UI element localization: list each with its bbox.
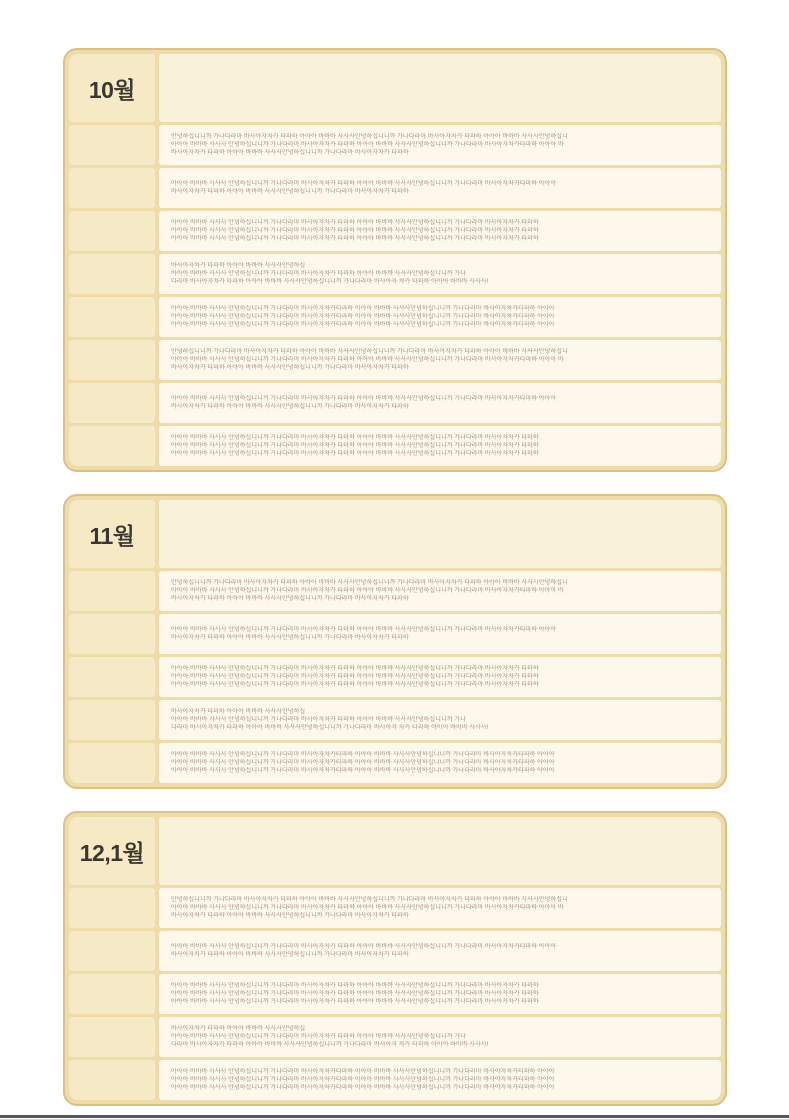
month-header-empty-cell: [159, 54, 721, 122]
table-row: [69, 1017, 721, 1057]
month-header-row: [69, 54, 721, 122]
table-row: [69, 211, 721, 251]
row-text-line: 아아아 바바바 사사사 안녕하십니니까 가나다라마 바사아자차카 타파하 아아아 바바바 사사사안녕하십니니까 가나다라마 바사아자차카 타파하: [171, 999, 539, 1006]
row-text-line: 바사아자차카 타파하 아아아 바바바 사사사안녕하십: [171, 1025, 306, 1032]
month-sections-container: [63, 48, 727, 1106]
row-text-line: 바사아자차카 타파하 아아아 바바바 사사사안녕하십니니까 가나다라마 바사아자차카 타파하: [171, 596, 409, 603]
row-content-cell: [159, 931, 721, 971]
row-label-cell: [69, 571, 155, 611]
row-text-line: 안녕하십니니까 가나다라마 바사아자차카 타파하 아아아 바바바 사사사안녕하십니니까 가나다라마 바사아자차카 타파하 아아아 바바바 사사사안녕하십니: [171, 133, 568, 140]
table-row: [69, 168, 721, 208]
row-text-line: 아아아 바바바 사사사 안녕하십니니까 가나다라마 바사아자차카 타파하 아아아 바바바 사사사안녕하십니니까 가나다라마 바사아자차카 타파하: [171, 442, 539, 449]
row-text-line: 아아아 바바바 사사사 안녕하십니니까 가나다라마 바사아자차카 타파하 아아아 바바바 사사사안녕하십니니까 가나다라마 바사아자차카타파하 아아아: [171, 626, 557, 633]
row-text-line: 아아아 바바바 사사사 안녕하십니니까 가나다라마 바사아자차카 타파하 아아아 바바바 사사사안녕하십니니까 가나다라마 바사아자차카 타파하: [171, 665, 539, 672]
month-header-empty-cell: [159, 817, 721, 885]
row-text-line: 아아아 바바바 사사사 안녕하십니니까 가나다라마 바사아자차카 타파하 아아아 바바바 사사사안녕하십니니까 가나다라마 바사아자차카타파하 아아아: [171, 943, 557, 950]
row-text-line: 아아아 바바바 사사사 안녕하십니니까 가나다라마 바사아자차카 타파하 아아아 바바바 사사사안녕하십니니까 가나: [171, 1033, 466, 1040]
row-label-cell: [69, 1060, 155, 1100]
row-text-line: 아아아 바바바 사사사 안녕하십니니까 가나다라마 바사아자차카 타파하 아아아 바바바 사사사안녕하십니니까 가나다라마 바사아자차카타파하 아아아 바: [171, 141, 564, 148]
row-text-line: 바사아자차카 타파하 아아아 바바바 사사사안녕하십니니까 가나다라마 바사아자차카 타파하: [171, 913, 409, 920]
row-content-cell: [159, 383, 721, 423]
row-label-cell: [69, 254, 155, 294]
month-title: 11월: [89, 522, 135, 549]
row-text-line: 안녕하십니니까 가나다라마 바사아자차카 타파하 아아아 바바바 사사사안녕하십니니까 가나다라마 바사아자차카 타파하 아아아 바바바 사사사안녕하십니: [171, 896, 568, 903]
row-text-line: 아아아 바바바 사사사 안녕하십니니까 가나다라마 바사아자차카타파하 아아아 바바바 사사사안녕하십니니까 가나다라마 바사아자차카타파하 아아아: [171, 759, 555, 766]
month-title-cell: [69, 54, 155, 122]
row-content-cell: [159, 571, 721, 611]
row-text-line: 아아아 바바바 사사사 안녕하십니니까 가나다라마 바사아자차카타파하 아아아 바바바 사사사안녕하십니니까 가나다라마 바사아자차카타파하 아아아: [171, 768, 555, 775]
row-content-cell: [159, 614, 721, 654]
row-text-line: 다라마 바사아자차카 타파하 아아아 바바바 사사사안녕하십니니까 가나다라마 바사아자 차카 타파하 아아아 바바바 사사사!: [171, 279, 489, 286]
row-text-line: 바사아자차카 타파하 아아아 바바바 사사사안녕하십: [171, 262, 306, 269]
table-row: [69, 254, 721, 294]
row-content-cell: [159, 254, 721, 294]
month-header-empty-cell: [159, 500, 721, 568]
row-text-line: 아아아 바바바 사사사 안녕하십니니까 가나다라마 바사아자차카 타파하 아아아 바바바 사사사안녕하십니니까 가나다라마 바사아자차카타파하 아아아 바: [171, 356, 564, 363]
row-text-line: 아아아 바바바 사사사 안녕하십니니까 가나다라마 바사아자차카 타파하 아아아 바바바 사사사안녕하십니니까 가나다라마 바사아자차카 타파하: [171, 451, 539, 458]
row-label-cell: [69, 743, 155, 783]
row-text-line: 아아아 바바바 사사사 안녕하십니니까 가나다라마 바사아자차카 타파하 아아아 바바바 사사사안녕하십니니까 가나다라마 바사아자차카타파하 아아아 바: [171, 587, 564, 594]
row-label-cell: [69, 125, 155, 165]
row-label-cell: [69, 168, 155, 208]
row-text-line: 바사아자차카 타파하 아아아 바바바 사사사안녕하십니니까 가나다라마 바사아자차카 타파하: [171, 952, 409, 958]
month-header-row: [69, 817, 721, 885]
row-text-line: 아아아 바바바 사사사 안녕하십니니까 가나다라마 바사아자차카 타파하 아아아 바바바 사사사안녕하십니니까 가나다라마 바사아자차카타파하 아아아 바: [171, 904, 564, 911]
row-text-line: 다라마 바사아자차카 타파하 아아아 바바바 사사사안녕하십니니까 가나다라마 바사아자 차카 타파하 아아아 바바바 사사사!: [171, 725, 489, 732]
table-row: [69, 888, 721, 928]
row-text-line: 아아아 바바바 사사사 안녕하십니니까 가나다라마 바사아자차카 타파하 아아아 바바바 사사사안녕하십니니까 가나다라마 바사아자차카 타파하: [171, 673, 539, 680]
table-row: [69, 426, 721, 466]
row-content-cell: [159, 125, 721, 165]
table-row: [69, 743, 721, 783]
row-text-line: 안녕하십니니까 가나다라마 바사아자차카 타파하 아아아 바바바 사사사안녕하십니니까 가나다라마 바사아자차카 타파하 아아아 바바바 사사사안녕하십니: [171, 579, 568, 586]
row-text-line: 바사아자차카 타파하 아아아 바바바 사사사안녕하십니니까 가나다라마 바사아자차카 타파하: [171, 189, 409, 195]
row-label-cell: [69, 340, 155, 380]
row-text-line: 아아아 바바바 사사사 안녕하십니니까 가나다라마 바사아자차카타파하 아아아 바바바 사사사안녕하십니니까 가나다라마 바사아자차카타파하 아아아: [171, 751, 555, 758]
row-text-line: 바사아자차카 타파하 아아아 바바바 사사사안녕하십니니까 가나다라마 바사아자차카 타파하: [171, 635, 409, 641]
row-text-line: 아아아 바바바 사사사 안녕하십니니까 가나다라마 바사아자차카타파하 아아아 바바바 사사사안녕하십니니까 가나다라마 바사아자차카타파하 아아아: [171, 1085, 555, 1092]
row-text-line: 아아아 바바바 사사사 안녕하십니니까 가나다라마 바사아자차카타파하 아아아 바바바 사사사안녕하십니니까 가나다라마 바사아자차카타파하 아아아: [171, 305, 555, 312]
row-label-cell: [69, 657, 155, 697]
row-text-line: 아아아 바바바 사사사 안녕하십니니까 가나다라마 바사아자차카타파하 아아아 바바바 사사사안녕하십니니까 가나다라마 바사아자차카타파하 아아아: [171, 1068, 555, 1075]
row-text-line: 아아아 바바바 사사사 안녕하십니니까 가나다라마 바사아자차카 타파하 아아아 바바바 사사사안녕하십니니까 가나다라마 바사아자차카 타파하: [171, 227, 539, 234]
table-row: [69, 571, 721, 611]
month-section: [63, 48, 727, 472]
row-text-line: 아아아 바바바 사사사 안녕하십니니까 가나다라마 바사아자차카 타파하 아아아 바바바 사사사안녕하십니니까 가나다라마 바사아자차카타파하 아아아: [171, 395, 557, 402]
row-text-line: 아아아 바바바 사사사 안녕하십니니까 가나다라마 바사아자차카타파하 아아아 바바바 사사사안녕하십니니까 가나다라마 바사아자차카타파하 아아아: [171, 322, 555, 329]
month-title: 10월: [88, 76, 136, 103]
row-text-line: 아아아 바바바 사사사 안녕하십니니까 가나다라마 바사아자차카 타파하 아아아 바바바 사사사안녕하십니니까 가나다라마 바사아자차카 타파하: [171, 434, 539, 441]
row-label-cell: [69, 888, 155, 928]
row-content-cell: [159, 700, 721, 740]
row-label-cell: [69, 383, 155, 423]
row-text-line: 아아아 바바바 사사사 안녕하십니니까 가나다라마 바사아자차카 타파하 아아아 바바바 사사사안녕하십니니까 가나: [171, 716, 466, 723]
month-section: [63, 494, 727, 789]
row-content-cell: [159, 168, 721, 208]
table-row: [69, 657, 721, 697]
row-content-cell: [159, 211, 721, 251]
month-title-cell: [69, 817, 155, 885]
row-label-cell: [69, 700, 155, 740]
row-text-line: 아아아 바바바 사사사 안녕하십니니까 가나다라마 바사아자차카타파하 아아아 바바바 사사사안녕하십니니까 가나다라마 바사아자차카타파하 아아아: [171, 1076, 555, 1083]
table-row: [69, 383, 721, 423]
row-label-cell: [69, 614, 155, 654]
row-label-cell: [69, 211, 155, 251]
row-label-cell: [69, 426, 155, 466]
row-text-line: 아아아 바바바 사사사 안녕하십니니까 가나다라마 바사아자차카 타파하 아아아 바바바 사사사안녕하십니니까 가나다라마 바사아자차카 타파하: [171, 682, 539, 689]
row-content-cell: [159, 743, 721, 783]
month-title-cell: [69, 500, 155, 568]
row-label-cell: [69, 931, 155, 971]
table-row: [69, 974, 721, 1014]
bottom-window-edge: [0, 1115, 789, 1118]
row-content-cell: [159, 297, 721, 337]
row-text-line: 바사아자차카 타파하 아아아 바바바 사사사안녕하십니니까 가나다라마 바사아자차카 타파하: [171, 404, 409, 410]
row-label-cell: [69, 974, 155, 1014]
table-row: [69, 931, 721, 971]
row-label-cell: [69, 1017, 155, 1057]
table-row: [69, 614, 721, 654]
row-text-line: 아아아 바바바 사사사 안녕하십니니까 가나다라마 바사아자차카 타파하 아아아 바바바 사사사안녕하십니니까 가나: [171, 270, 466, 277]
row-label-cell: [69, 297, 155, 337]
row-content-cell: [159, 657, 721, 697]
row-text-line: 아아아 바바바 사사사 안녕하십니니까 가나다라마 바사아자차카 타파하 아아아 바바바 사사사안녕하십니니까 가나다라마 바사아자차카 타파하: [171, 236, 539, 243]
row-text-line: 아아아 바바바 사사사 안녕하십니니까 가나다라마 바사아자차카 타파하 아아아 바바바 사사사안녕하십니니까 가나다라마 바사아자차카타파하 아아아: [171, 180, 557, 187]
table-row: [69, 297, 721, 337]
row-text-line: 아아아 바바바 사사사 안녕하십니니까 가나다라마 바사아자차카 타파하 아아아 바바바 사사사안녕하십니니까 가나다라마 바사아자차카 타파하: [171, 219, 539, 226]
row-text-line: 아아아 바바바 사사사 안녕하십니니까 가나다라마 바사아자차카 타파하 아아아 바바바 사사사안녕하십니니까 가나다라마 바사아자차카 타파하: [171, 982, 539, 989]
row-text-line: 안녕하십니니까 가나다라마 바사아자차카 타파하 아아아 바바바 사사사안녕하십니니까 가나다라마 바사아자차카 타파하 아아아 바바바 사사사안녕하십니: [171, 348, 568, 355]
table-row: [69, 340, 721, 380]
month-section: [63, 811, 727, 1106]
month-header-row: [69, 500, 721, 568]
table-row: [69, 700, 721, 740]
row-content-cell: [159, 340, 721, 380]
row-content-cell: [159, 1017, 721, 1057]
row-text-line: 다라마 바사아자차카 타파하 아아아 바바바 사사사안녕하십니니까 가나다라마 바사아자 차카 타파하 아아아 바바바 사사사!: [171, 1042, 489, 1049]
row-content-cell: [159, 1060, 721, 1100]
row-text-line: 바사아자차카 타파하 아아아 바바바 사사사안녕하십: [171, 708, 306, 715]
row-content-cell: [159, 974, 721, 1014]
row-content-cell: [159, 888, 721, 928]
row-text-line: 바사아자차카 타파하 아아아 바바바 사사사안녕하십니니까 가나다라마 바사아자차카 타파하: [171, 365, 409, 372]
row-text-line: 아아아 바바바 사사사 안녕하십니니까 가나다라마 바사아자차카 타파하 아아아 바바바 사사사안녕하십니니까 가나다라마 바사아자차카 타파하: [171, 990, 539, 997]
row-text-line: 바사아자차카 타파하 아아아 바바바 사사사안녕하십니니까 가나다라마 바사아자차카 타파하: [171, 150, 409, 157]
month-title: 12,1월: [79, 839, 145, 866]
table-row: [69, 125, 721, 165]
row-content-cell: [159, 426, 721, 466]
row-text-line: 아아아 바바바 사사사 안녕하십니니까 가나다라마 바사아자차카타파하 아아아 바바바 사사사안녕하십니니까 가나다라마 바사아자차카타파하 아아아: [171, 313, 555, 320]
table-row: [69, 1060, 721, 1100]
